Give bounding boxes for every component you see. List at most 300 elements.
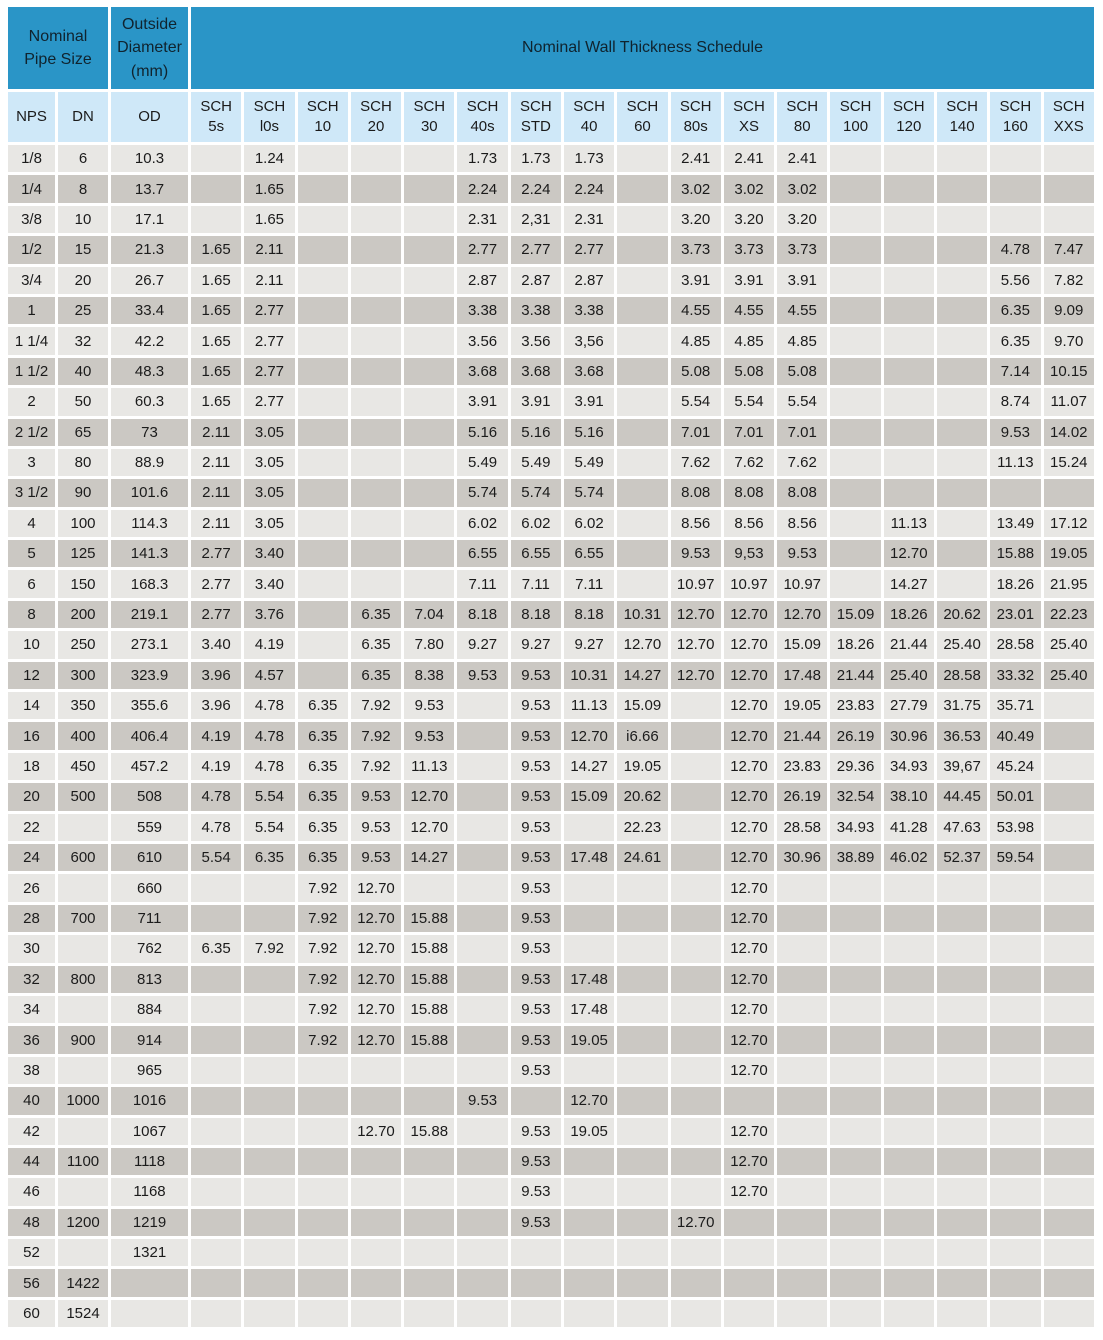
od-cell: 457.2: [111, 753, 188, 780]
thickness-cell: [298, 601, 348, 628]
thickness-cell: 12.70: [671, 631, 721, 658]
thickness-cell: 2.87: [564, 267, 614, 294]
thickness-cell: 17.48: [564, 996, 614, 1023]
thickness-cell: 3.91: [724, 267, 774, 294]
dn-cell: 1100: [58, 1148, 108, 1175]
thickness-cell: [1044, 479, 1094, 506]
thickness-cell: [884, 935, 934, 962]
thickness-cell: 6.35: [298, 844, 348, 871]
thickness-cell: [990, 1300, 1040, 1327]
od-cell: 508: [111, 783, 188, 810]
thickness-cell: 5.54: [724, 388, 774, 415]
thickness-cell: [351, 175, 401, 202]
table-row: [8, 1087, 1094, 1114]
thickness-cell: 3.20: [671, 206, 721, 233]
group-header-pipe-size: Nominal Pipe Size: [8, 7, 108, 89]
thickness-cell: 9.53: [511, 1026, 561, 1053]
thickness-cell: 7.92: [244, 935, 294, 962]
thickness-cell: 2.87: [511, 267, 561, 294]
thickness-cell: 6.02: [564, 510, 614, 537]
thickness-cell: 15.88: [404, 1118, 454, 1145]
thickness-cell: [244, 1239, 294, 1266]
thickness-cell: 15.09: [777, 631, 827, 658]
dn-cell: [58, 996, 108, 1023]
thickness-cell: 3.68: [564, 358, 614, 385]
nps-cell: 60: [8, 1300, 55, 1327]
thickness-cell: 12.70: [671, 1209, 721, 1236]
thickness-cell: 7.62: [777, 449, 827, 476]
dn-cell: 150: [58, 570, 108, 597]
thickness-cell: 5.49: [457, 449, 507, 476]
thickness-cell: 15.24: [1044, 449, 1094, 476]
column-header-od: OD: [111, 92, 188, 142]
column-header-sch-80s: SCH 80s: [671, 92, 721, 142]
thickness-cell: 9.53: [511, 1057, 561, 1084]
thickness-cell: [564, 1057, 614, 1084]
column-header-sch-xs: SCH XS: [724, 92, 774, 142]
thickness-cell: [564, 905, 614, 932]
thickness-cell: 8.56: [777, 510, 827, 537]
thickness-cell: [1044, 753, 1094, 780]
table-row: [8, 419, 1094, 446]
thickness-cell: 28.58: [937, 662, 987, 689]
thickness-cell: [298, 297, 348, 324]
nps-cell: 26: [8, 874, 55, 901]
table-row: [8, 844, 1094, 871]
thickness-cell: [351, 479, 401, 506]
od-cell: 273.1: [111, 631, 188, 658]
thickness-cell: [298, 1148, 348, 1175]
thickness-cell: 33.32: [990, 662, 1040, 689]
dn-cell: 100: [58, 510, 108, 537]
od-cell: 406.4: [111, 722, 188, 749]
dn-cell: 32: [58, 327, 108, 354]
thickness-cell: 3.02: [724, 175, 774, 202]
thickness-cell: [351, 327, 401, 354]
thickness-cell: 10.31: [564, 662, 614, 689]
thickness-cell: 4.19: [191, 722, 241, 749]
thickness-cell: 2.77: [191, 540, 241, 567]
thickness-cell: [937, 479, 987, 506]
column-header-sch-160: SCH 160: [990, 92, 1040, 142]
column-header-sch-100: SCH 100: [830, 92, 880, 142]
table-row: [8, 1209, 1094, 1236]
column-header-sch-30: SCH 30: [404, 92, 454, 142]
od-cell: 48.3: [111, 358, 188, 385]
thickness-cell: [830, 388, 880, 415]
thickness-cell: [830, 236, 880, 263]
thickness-cell: 15.88: [404, 1026, 454, 1053]
thickness-cell: [457, 692, 507, 719]
thickness-cell: 9.53: [351, 783, 401, 810]
thickness-cell: [724, 1209, 774, 1236]
thickness-cell: 4.78: [191, 814, 241, 841]
thickness-cell: 7.04: [404, 601, 454, 628]
thickness-cell: [671, 722, 721, 749]
thickness-cell: [1044, 1209, 1094, 1236]
thickness-cell: 2.77: [244, 358, 294, 385]
group-header-schedule: Nominal Wall Thickness Schedule: [191, 7, 1094, 89]
thickness-cell: [404, 1148, 454, 1175]
thickness-cell: 5.49: [511, 449, 561, 476]
thickness-cell: [1044, 175, 1094, 202]
thickness-cell: 4.19: [191, 753, 241, 780]
od-cell: 884: [111, 996, 188, 1023]
od-cell: 10.3: [111, 145, 188, 172]
thickness-cell: [884, 966, 934, 993]
thickness-cell: 4.85: [671, 327, 721, 354]
table-row: [8, 327, 1094, 354]
thickness-cell: [617, 1057, 667, 1084]
thickness-cell: [830, 905, 880, 932]
thickness-cell: [457, 996, 507, 1023]
thickness-cell: [830, 1209, 880, 1236]
thickness-cell: [351, 449, 401, 476]
thickness-cell: [937, 1269, 987, 1296]
thickness-cell: [351, 358, 401, 385]
nps-cell: 3 1/2: [8, 479, 55, 506]
dn-cell: 1422: [58, 1269, 108, 1296]
thickness-cell: [671, 996, 721, 1023]
thickness-cell: 7.80: [404, 631, 454, 658]
thickness-cell: 34.93: [830, 814, 880, 841]
thickness-cell: 9.53: [511, 905, 561, 932]
thickness-cell: [191, 1239, 241, 1266]
thickness-cell: [191, 905, 241, 932]
thickness-cell: 9.27: [564, 631, 614, 658]
thickness-cell: 12.70: [724, 722, 774, 749]
thickness-cell: [244, 996, 294, 1023]
thickness-cell: 12.70: [404, 783, 454, 810]
column-header-sch-40s: SCH 40s: [457, 92, 507, 142]
thickness-cell: [777, 1300, 827, 1327]
thickness-cell: [671, 874, 721, 901]
thickness-cell: [191, 206, 241, 233]
thickness-cell: 12.70: [724, 874, 774, 901]
thickness-cell: 9.53: [511, 996, 561, 1023]
dn-cell: 10: [58, 206, 108, 233]
thickness-cell: 53.98: [990, 814, 1040, 841]
column-header-sch-40: SCH 40: [564, 92, 614, 142]
thickness-cell: [404, 510, 454, 537]
thickness-cell: [830, 175, 880, 202]
thickness-cell: [884, 1026, 934, 1053]
thickness-cell: 4.78: [244, 692, 294, 719]
od-cell: 914: [111, 1026, 188, 1053]
thickness-cell: 22.23: [617, 814, 667, 841]
thickness-cell: 28.58: [777, 814, 827, 841]
dn-cell: 1200: [58, 1209, 108, 1236]
group-header-outside-diameter: Outside Diameter (mm): [111, 7, 188, 89]
thickness-cell: [298, 419, 348, 446]
thickness-cell: 9.53: [990, 419, 1040, 446]
thickness-cell: 2.24: [457, 175, 507, 202]
thickness-cell: 9.53: [511, 1209, 561, 1236]
thickness-cell: [830, 1269, 880, 1296]
thickness-cell: [937, 1026, 987, 1053]
thickness-cell: 36.53: [937, 722, 987, 749]
thickness-cell: 9.53: [351, 814, 401, 841]
thickness-cell: 9.53: [511, 966, 561, 993]
column-header-sch-10: SCH 10: [298, 92, 348, 142]
thickness-cell: [884, 175, 934, 202]
thickness-cell: 8.56: [724, 510, 774, 537]
thickness-cell: 9.53: [511, 692, 561, 719]
thickness-cell: [990, 175, 1040, 202]
table-row: [8, 449, 1094, 476]
thickness-cell: [617, 479, 667, 506]
thickness-cell: 44.45: [937, 783, 987, 810]
thickness-cell: [724, 1300, 774, 1327]
thickness-cell: [830, 1118, 880, 1145]
thickness-cell: [937, 540, 987, 567]
thickness-cell: [671, 1178, 721, 1205]
thickness-cell: 38.89: [830, 844, 880, 871]
thickness-cell: [671, 1087, 721, 1114]
thickness-cell: 18.26: [830, 631, 880, 658]
thickness-cell: [457, 1026, 507, 1053]
dn-cell: 450: [58, 753, 108, 780]
table-row: [8, 206, 1094, 233]
thickness-cell: [244, 1057, 294, 1084]
thickness-cell: 12.70: [351, 1026, 401, 1053]
thickness-cell: [298, 236, 348, 263]
thickness-cell: [617, 570, 667, 597]
thickness-cell: [830, 874, 880, 901]
thickness-cell: [351, 236, 401, 263]
dn-cell: 80: [58, 449, 108, 476]
thickness-cell: [351, 1239, 401, 1266]
thickness-cell: 17.48: [777, 662, 827, 689]
thickness-cell: [617, 297, 667, 324]
thickness-cell: 4.55: [671, 297, 721, 324]
thickness-cell: 7.11: [457, 570, 507, 597]
thickness-cell: [351, 1178, 401, 1205]
thickness-cell: [830, 1300, 880, 1327]
nps-cell: 30: [8, 935, 55, 962]
thickness-cell: 3.76: [244, 601, 294, 628]
thickness-cell: [298, 388, 348, 415]
table-row: [8, 905, 1094, 932]
table-row: [8, 358, 1094, 385]
od-cell: 13.7: [111, 175, 188, 202]
thickness-cell: [404, 1269, 454, 1296]
thickness-cell: 38.10: [884, 783, 934, 810]
thickness-cell: [671, 783, 721, 810]
thickness-cell: [457, 753, 507, 780]
thickness-cell: [937, 874, 987, 901]
thickness-cell: [564, 1239, 614, 1266]
thickness-cell: [937, 935, 987, 962]
thickness-cell: 21.95: [1044, 570, 1094, 597]
thickness-cell: [351, 1209, 401, 1236]
thickness-cell: 59.54: [990, 844, 1040, 871]
od-cell: 1219: [111, 1209, 188, 1236]
nps-cell: 28: [8, 905, 55, 932]
thickness-cell: 23.83: [777, 753, 827, 780]
thickness-cell: [671, 1269, 721, 1296]
nps-cell: 56: [8, 1269, 55, 1296]
thickness-cell: 11.07: [1044, 388, 1094, 415]
thickness-cell: [351, 1087, 401, 1114]
thickness-cell: [511, 1087, 561, 1114]
thickness-cell: [937, 358, 987, 385]
table-row: [8, 510, 1094, 537]
table-row: [8, 1300, 1094, 1327]
thickness-cell: [351, 297, 401, 324]
thickness-cell: [457, 1118, 507, 1145]
column-header-sch-20: SCH 20: [351, 92, 401, 142]
thickness-cell: [404, 388, 454, 415]
dn-cell: 65: [58, 419, 108, 446]
thickness-cell: 9.53: [351, 844, 401, 871]
thickness-cell: 18.26: [884, 601, 934, 628]
thickness-cell: [617, 996, 667, 1023]
thickness-cell: 9.53: [457, 1087, 507, 1114]
thickness-cell: 45.24: [990, 753, 1040, 780]
thickness-cell: 6.35: [298, 722, 348, 749]
thickness-cell: 8.74: [990, 388, 1040, 415]
od-cell: 610: [111, 844, 188, 871]
dn-cell: 500: [58, 783, 108, 810]
thickness-cell: [777, 1269, 827, 1296]
thickness-cell: 9.27: [511, 631, 561, 658]
thickness-cell: 5.56: [990, 267, 1040, 294]
thickness-cell: 1.73: [511, 145, 561, 172]
thickness-cell: 12.70: [351, 935, 401, 962]
thickness-cell: [884, 1148, 934, 1175]
thickness-cell: [617, 905, 667, 932]
thickness-cell: [777, 996, 827, 1023]
thickness-cell: 6.35: [351, 631, 401, 658]
thickness-cell: 2.31: [564, 206, 614, 233]
thickness-cell: [244, 905, 294, 932]
thickness-cell: 3.73: [777, 236, 827, 263]
thickness-cell: 12.70: [724, 996, 774, 1023]
thickness-cell: 31.75: [937, 692, 987, 719]
thickness-cell: [298, 479, 348, 506]
column-header-sch-60: SCH 60: [617, 92, 667, 142]
thickness-cell: 46.02: [884, 844, 934, 871]
thickness-cell: 15.09: [564, 783, 614, 810]
od-cell: 141.3: [111, 540, 188, 567]
thickness-cell: 7.92: [298, 935, 348, 962]
thickness-cell: [457, 814, 507, 841]
thickness-cell: [830, 419, 880, 446]
thickness-cell: 5.54: [191, 844, 241, 871]
thickness-cell: [1044, 783, 1094, 810]
thickness-cell: 3.40: [244, 570, 294, 597]
table-row: [8, 145, 1094, 172]
thickness-cell: [298, 1300, 348, 1327]
pipe-schedule-table: [5, 4, 1097, 1330]
dn-cell: 1000: [58, 1087, 108, 1114]
thickness-cell: [884, 267, 934, 294]
thickness-cell: 3.38: [457, 297, 507, 324]
dn-cell: 800: [58, 966, 108, 993]
thickness-cell: [724, 1269, 774, 1296]
nps-cell: 14: [8, 692, 55, 719]
thickness-cell: [298, 1209, 348, 1236]
thickness-cell: 2.77: [244, 388, 294, 415]
od-cell: 660: [111, 874, 188, 901]
thickness-cell: [990, 1026, 1040, 1053]
thickness-cell: 12.70: [724, 814, 774, 841]
nps-cell: 1/8: [8, 145, 55, 172]
thickness-cell: [1044, 905, 1094, 932]
thickness-cell: [937, 145, 987, 172]
thickness-cell: 5.16: [511, 419, 561, 446]
thickness-cell: 4.55: [777, 297, 827, 324]
thickness-cell: 12.70: [724, 1178, 774, 1205]
thickness-cell: 4.19: [244, 631, 294, 658]
thickness-cell: [777, 1148, 827, 1175]
thickness-cell: 3.68: [457, 358, 507, 385]
thickness-cell: [191, 996, 241, 1023]
nps-cell: 1 1/4: [8, 327, 55, 354]
thickness-cell: [298, 449, 348, 476]
thickness-cell: 2.11: [244, 267, 294, 294]
thickness-cell: [777, 1087, 827, 1114]
thickness-cell: [298, 540, 348, 567]
thickness-cell: [937, 996, 987, 1023]
group-header-row: [8, 7, 1094, 89]
thickness-cell: [990, 1239, 1040, 1266]
thickness-cell: 2.77: [191, 570, 241, 597]
nps-cell: 40: [8, 1087, 55, 1114]
thickness-cell: 7.92: [298, 874, 348, 901]
thickness-cell: 14.27: [617, 662, 667, 689]
thickness-cell: [671, 1118, 721, 1145]
thickness-cell: [671, 1300, 721, 1327]
od-cell: 1168: [111, 1178, 188, 1205]
table-row: [8, 479, 1094, 506]
dn-cell: 700: [58, 905, 108, 932]
thickness-cell: [990, 996, 1040, 1023]
thickness-cell: 30.96: [777, 844, 827, 871]
nps-cell: 52: [8, 1239, 55, 1266]
column-header-sch-120: SCH 120: [884, 92, 934, 142]
thickness-cell: 4.78: [244, 722, 294, 749]
thickness-cell: [298, 175, 348, 202]
od-cell: 1118: [111, 1148, 188, 1175]
thickness-cell: [777, 874, 827, 901]
thickness-cell: [1044, 722, 1094, 749]
column-header-sch-l0s: SCH l0s: [244, 92, 294, 142]
nps-cell: 16: [8, 722, 55, 749]
thickness-cell: [1044, 692, 1094, 719]
thickness-cell: 7.92: [298, 996, 348, 1023]
thickness-cell: 12.70: [724, 631, 774, 658]
thickness-cell: [351, 1057, 401, 1084]
thickness-cell: 6.35: [298, 753, 348, 780]
thickness-cell: [404, 1057, 454, 1084]
thickness-cell: 3.96: [191, 692, 241, 719]
thickness-cell: 1.65: [191, 297, 241, 324]
thickness-cell: [671, 814, 721, 841]
thickness-cell: 3.02: [777, 175, 827, 202]
thickness-cell: [351, 1269, 401, 1296]
thickness-cell: [617, 935, 667, 962]
thickness-cell: 2.41: [777, 145, 827, 172]
nps-cell: 5: [8, 540, 55, 567]
thickness-cell: [457, 905, 507, 932]
thickness-cell: [1044, 814, 1094, 841]
thickness-cell: 15.09: [617, 692, 667, 719]
column-header-sch-5s: SCH 5s: [191, 92, 241, 142]
thickness-cell: 10.97: [777, 570, 827, 597]
dn-cell: 20: [58, 267, 108, 294]
